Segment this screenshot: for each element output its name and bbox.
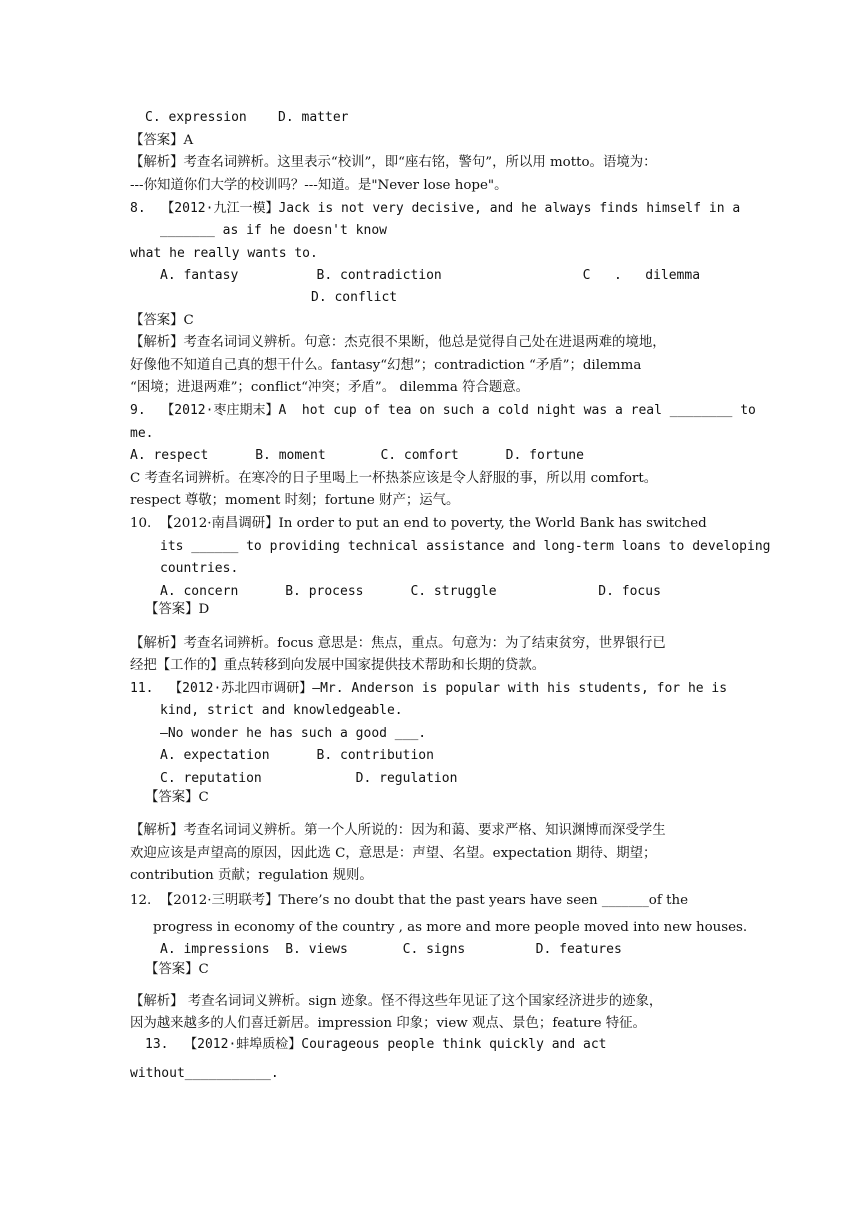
text-line: 【解析】考查名词词义辨析。第一个人所说的：因为和蔼、要求严格、知识渊博而深受学生 [130,823,666,838]
text-line: 【解析】考查名词辨析。focus 意思是：焦点，重点。句意为：为了结束贫穷，世界银行已 [130,636,666,651]
text-line: A. concern B. process C. struggle D. focus [160,584,661,599]
text-line: me. [130,426,154,441]
text-line: its ______ to providing technical assistance and long-term loans to developing [160,539,771,554]
text-line: 【答案】A [130,133,194,148]
text-line: kind, strict and knowledgeable. [160,703,403,718]
text-line: countries. [160,561,239,576]
text-line: ---你知道你们大学的校训吗？---知道。是"Never lose hope"。 [130,178,508,193]
text-line: 因为越来越多的人们喜迁新居。impression 印象；view 观点、景色；feature 特征。 [130,1016,646,1031]
text-line: D. conflict [311,290,398,305]
text-line: progress in economy of the country , as more and more people moved into new houses. [153,920,748,935]
text-line: what he really wants to. [130,246,318,261]
text-line: 【答案】C [145,790,209,805]
text-line: 好像他不知道自己真的想干什么。fantasy“幻想”；contradiction “矛盾”；dilemma [130,358,642,373]
text-line: respect 尊敬；moment 时刻；fortune 财产；运气。 [130,493,460,508]
text-line: 【答案】D [145,602,210,617]
text-line: A. fantasy B. contradiction C . dilemma [160,268,701,283]
text-line: 【解析】 考查名词词义辨析。sign 迹象。怪不得这些年见证了这个国家经济进步的迹象， [130,994,663,1009]
text-line: A. expectation B. contribution [160,748,434,763]
text-line: C. reputation D. regulation [160,771,458,786]
text-line: 【解析】考查名词词义辨析。句意：杰克很不果断，他总是觉得自己处在进退两难的境地， [130,335,666,350]
text-line: 8. 【2012·九江一模】Jack is not very decisive, and he always finds himself in a [130,201,741,216]
text-line: 【答案】C [130,313,194,328]
text-line: 欢迎应该是声望高的原因，因此选 C，意思是：声望、名望。expectation 期待、期望； [130,846,657,861]
text-line: A. impressions B. views C. signs D. features [160,942,622,957]
text-line: “困境；进退两难”；conflict“冲突；矛盾”。 dilemma 符合题意。 [130,380,530,395]
text-line: 经把【工作的】重点转移到向发展中国家提供技术帮助和长期的贷款。 [130,658,546,673]
text-line: contribution 贡献；regulation 规则。 [130,868,373,883]
text-line: 【答案】C [145,962,209,977]
text-line: _______ as if he doesn't know [160,223,387,238]
text-line: C 考查名词辨析。在寒冷的日子里喝上一杯热茶应该是令人舒服的事，所以用 comfort。 [130,471,658,486]
text-line: 【解析】考查名词辨析。这里表示“校训”，即“座右铭，警句”，所以用 motto。语境为： [130,155,657,170]
text-line: A. respect B. moment C. comfort D. fortune [130,448,584,463]
text-line: C. expression D. matter [145,110,349,125]
text-line: —No wonder he has such a good ___. [160,726,427,741]
text-line: 10. 【2012·南昌调研】In order to put an end to poverty, the World Bank has switched [130,516,707,531]
text-line: 11. 【2012·苏北四市调研】—Mr. Anderson is popular with his students, for he is [130,681,728,696]
text-line: 12. 【2012·三明联考】There’s no doubt that the past years have seen _______of the [130,893,688,908]
text-line: 13. 【2012·蚌埠质检】Courageous people think quickly and act [145,1037,607,1052]
text-line: 9. 【2012·枣庄期末】A hot cup of tea on such a cold night was a real ________ to [130,403,756,418]
text-line: without___________. [130,1066,279,1081]
